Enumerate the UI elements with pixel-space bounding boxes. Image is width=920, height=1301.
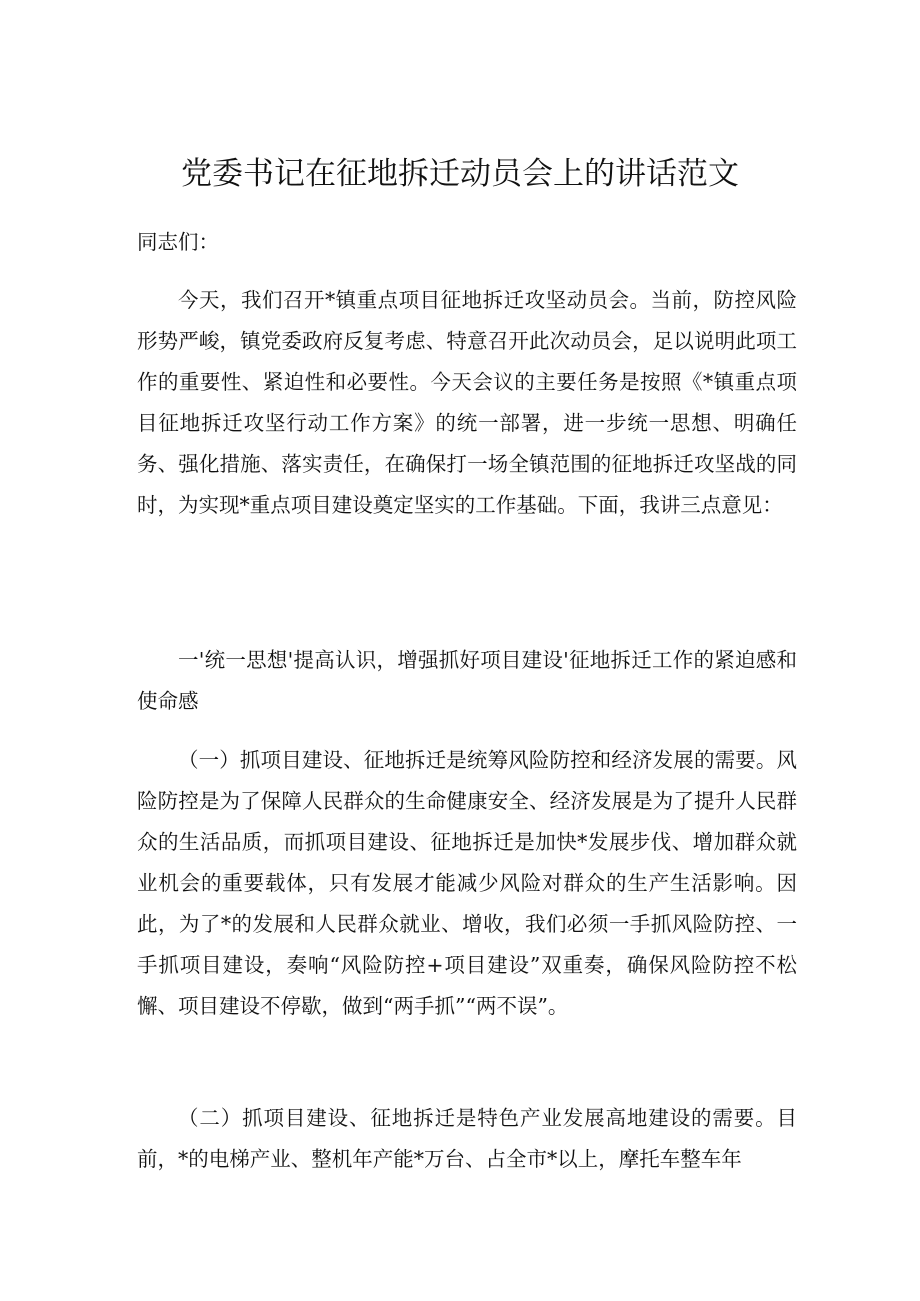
- paragraph-intro: 今天，我们召开*镇重点项目征地拆迁攻坚动员会。当前，防控风险形势严峻，镇党委政府反复考虑、特意召开此次动员会，足以说明此项工作的重要性、紧迫性和必要性。今天会议的主要任务是按照《*镇重点项目征地拆迁攻坚行动工作方案》的统一部署，进一步统一思想、明确任务、强化措施、落实责任，在确保打一场全镇范围的征地拆迁攻坚战的同时，为实现*重点项目建设奠定坚实的工作基础。下面，我讲三点意见：: [137, 288, 797, 517]
- paragraph-point-two: （二）抓项目建设、征地拆迁是特色产业发展高地建设的需要。目前，*的电梯产业、整机年产能*万台、占全市*以上，摩托车整车年: [137, 1106, 797, 1171]
- section-heading-one: 一'统一思想'提高认识，增强抓好项目建设'征地拆迁工作的紧迫感和使命感: [137, 648, 797, 713]
- document-title: 党委书记在征地拆迁动员会上的讲话范文: [181, 156, 739, 192]
- paragraph-point-one: （一）抓项目建设、征地拆迁是统筹风险防控和经济发展的需要。风险防控是为了保障人民群众的生命健康安全、经济发展是为了提升人民群众的生活品质，而抓项目建设、征地拆迁是加快*发展步伐、增加群众就业机会的重要载体，只有发展才能减少风险对群众的生产生活影响。因此，为了*的发展和人民群众就业、增收，我们必须一手抓风险防控、一手抓项目建设，奏响“风险防控+项目建设”双重奏，确保风险防控不松懈、项目建设不停歇，做到“两手抓”“两不误”。: [137, 748, 797, 1018]
- salutation: 同志们：: [137, 230, 219, 254]
